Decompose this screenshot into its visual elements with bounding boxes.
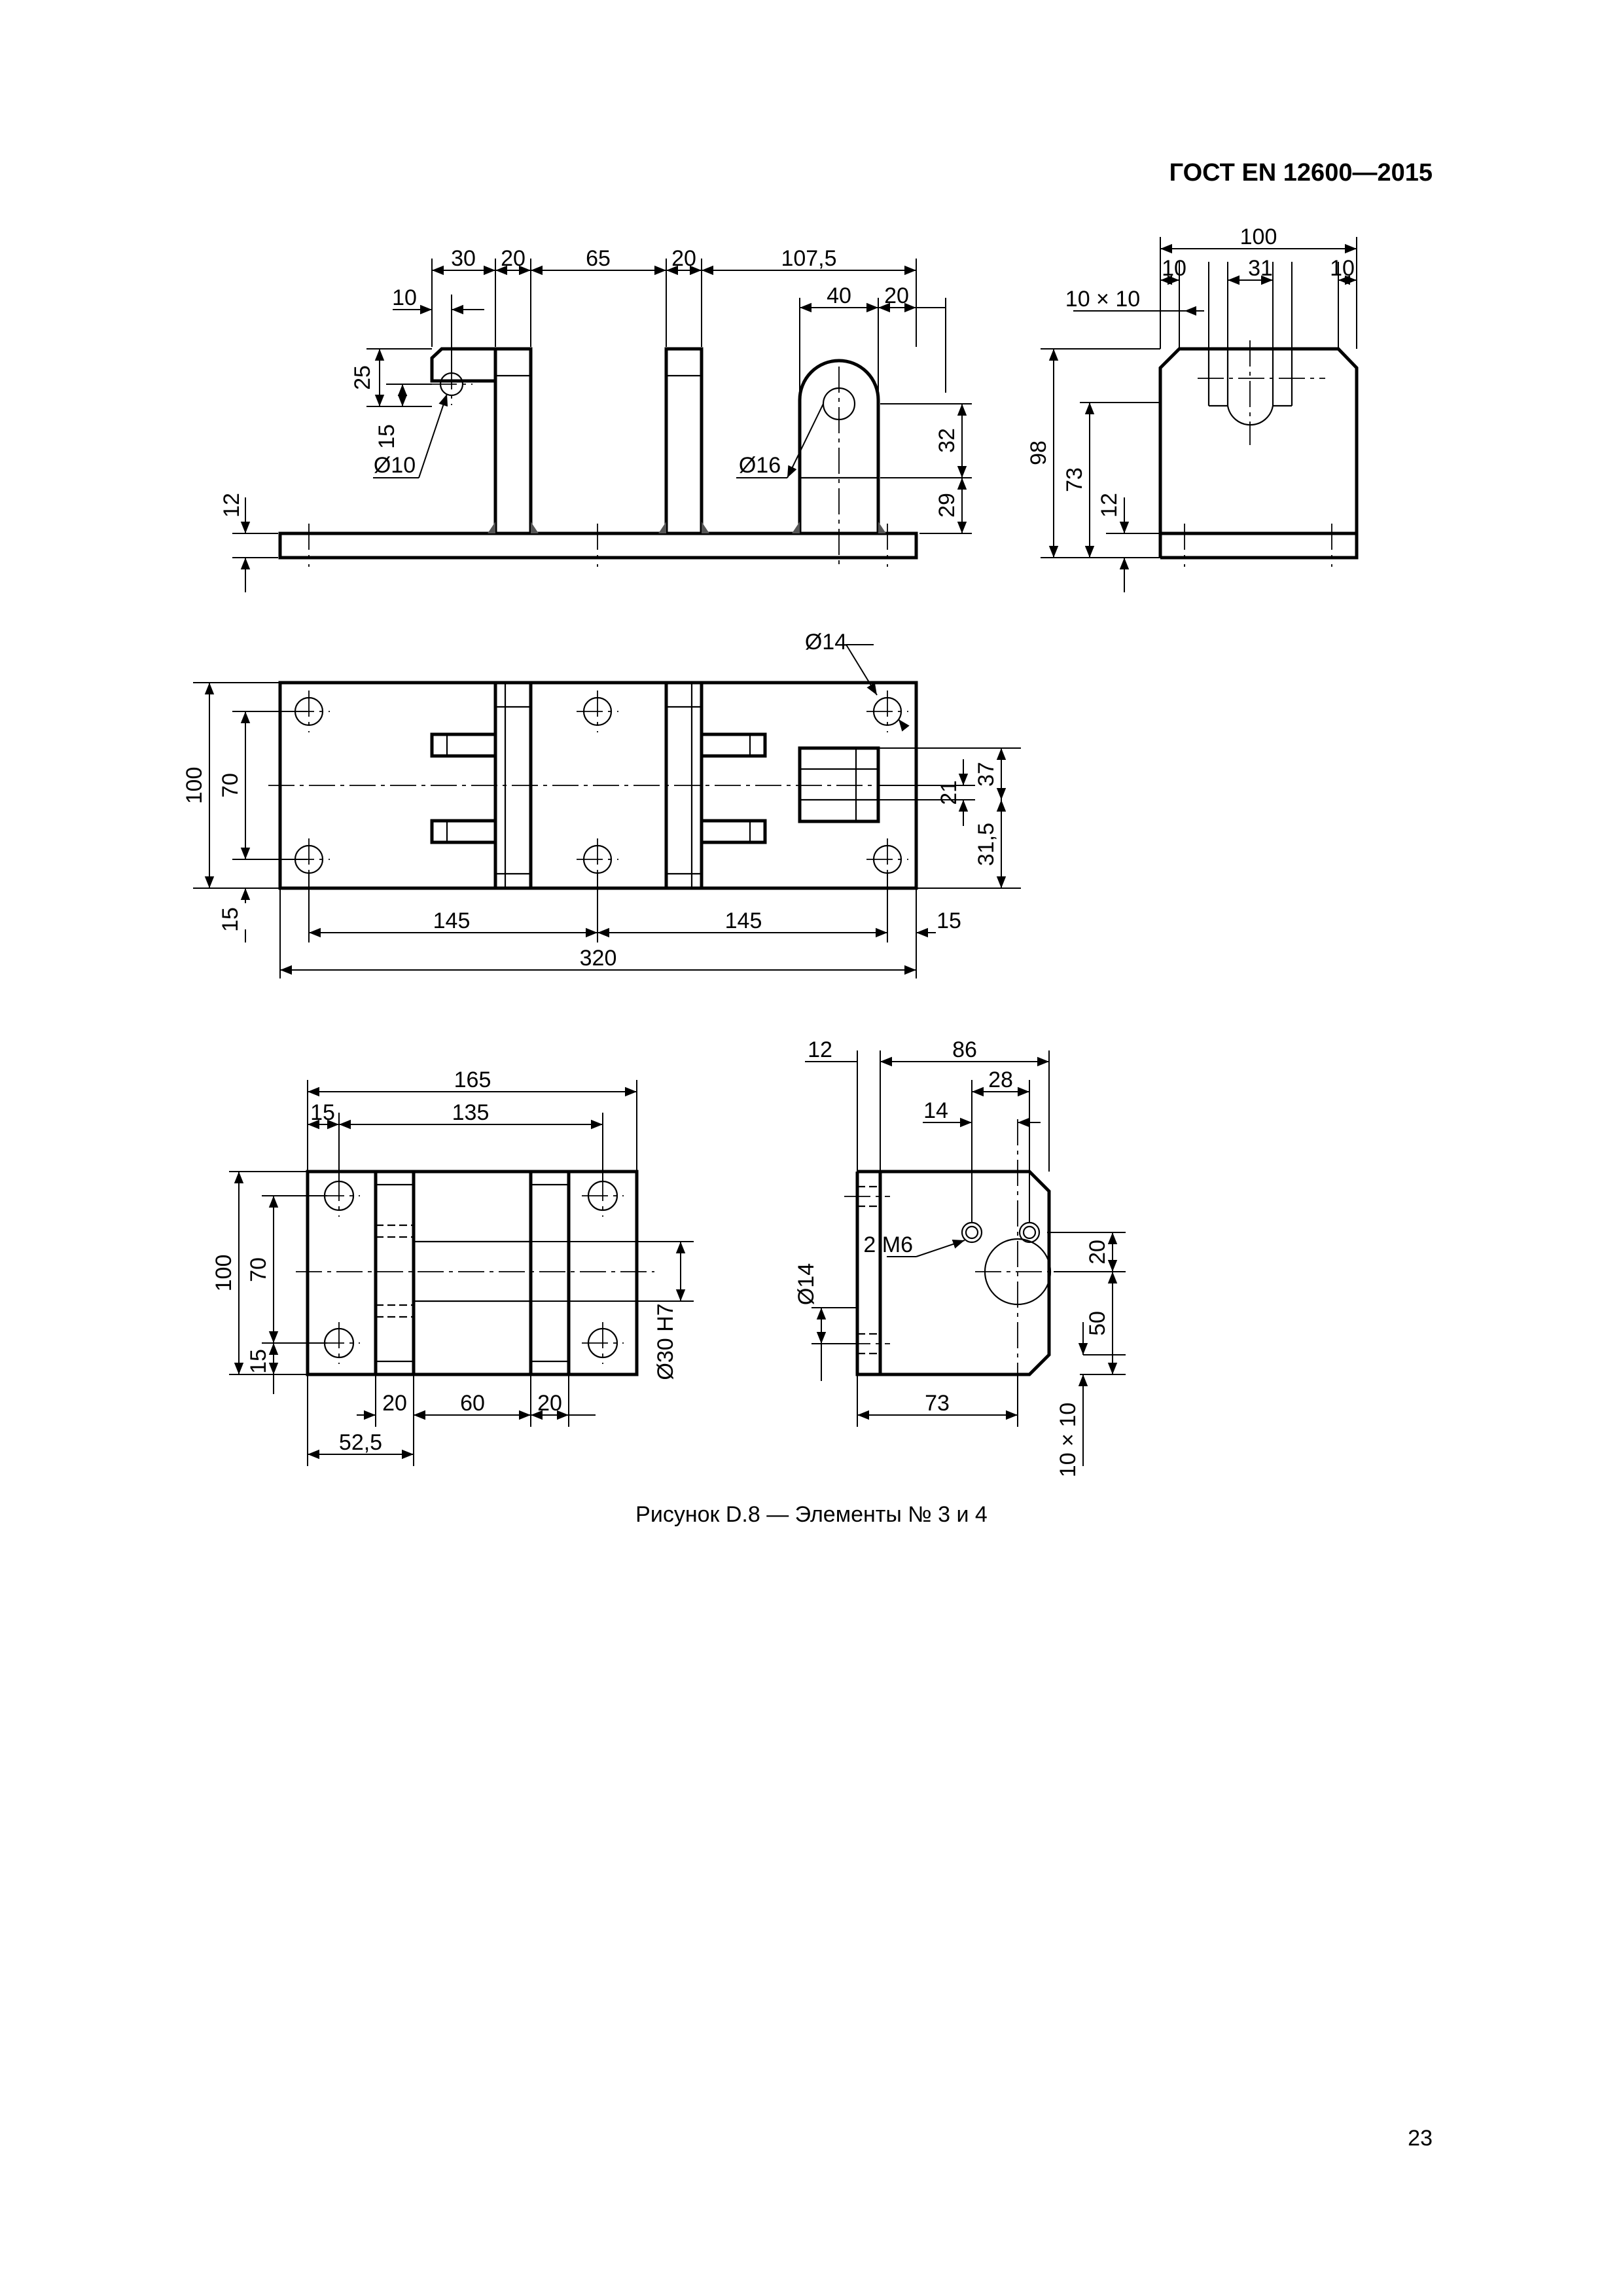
dim-label: 2 M6 xyxy=(863,1232,913,1257)
dim-label: 20 xyxy=(501,246,526,271)
dim-label: 15 xyxy=(374,424,399,449)
side-view-element-3 xyxy=(1160,340,1357,567)
dim-label: 145 xyxy=(433,908,471,933)
dim-label: Ø14 xyxy=(804,630,847,655)
dim-label: 73 xyxy=(925,1391,950,1416)
leader-line xyxy=(787,404,823,478)
figure-caption: Рисунок D.8 — Элементы № 3 и 4 xyxy=(635,1502,988,1527)
dim-label: 31 xyxy=(1248,256,1273,281)
dim-label: 70 xyxy=(218,773,243,798)
dim-label: 100 xyxy=(211,1254,236,1292)
dim-label: Ø14 xyxy=(794,1263,819,1306)
dim-label: 20 xyxy=(1085,1240,1110,1265)
dim-label: 29 xyxy=(935,493,959,518)
page-number: 23 xyxy=(1408,2126,1433,2151)
dim-label: 25 xyxy=(350,365,375,390)
dim-label: 60 xyxy=(460,1391,485,1416)
dim-label: 20 xyxy=(537,1391,562,1416)
dim-label: 50 xyxy=(1085,1311,1110,1336)
dim-label: 65 xyxy=(586,246,611,271)
dim-label: 14 xyxy=(923,1098,948,1123)
dim-label: 70 xyxy=(246,1257,271,1282)
leader-line xyxy=(916,1240,965,1257)
dim-label: 12 xyxy=(1097,493,1122,518)
dim-label: 10 xyxy=(392,285,417,310)
dim-label: 20 xyxy=(884,283,909,308)
view-element-4-right xyxy=(844,1119,1060,1407)
dim-label: 10 × 10 xyxy=(1056,1402,1080,1478)
view-element-4-left xyxy=(296,1172,654,1374)
dim-label: 145 xyxy=(724,908,762,933)
dim-label: Ø10 xyxy=(373,453,416,478)
dim-label: 20 xyxy=(671,246,696,271)
dim-label: 40 xyxy=(827,283,851,308)
dim-label: 31,5 xyxy=(974,822,999,867)
dim-label: 10 × 10 xyxy=(1065,287,1141,312)
dim-line xyxy=(899,719,903,725)
dim-label: 73 xyxy=(1062,467,1087,492)
dim-label: 10 xyxy=(1162,256,1186,281)
dim-label: 21 xyxy=(936,780,961,805)
dim-label: 30 xyxy=(451,246,476,271)
dim-label: 86 xyxy=(952,1037,977,1062)
dim-label: 100 xyxy=(1240,224,1277,249)
dimension-annotations xyxy=(182,224,1357,1477)
dim-label: 37 xyxy=(974,762,999,787)
dim-label: Ø30 H7 xyxy=(653,1303,678,1380)
dim-label: 165 xyxy=(454,1067,491,1092)
dim-label: 100 xyxy=(182,766,207,804)
dim-label: 15 xyxy=(310,1100,335,1125)
dim-label: 10 xyxy=(1330,256,1355,281)
dim-label: 107,5 xyxy=(781,246,837,271)
document-standard-header: ГОСТ EN 12600—2015 xyxy=(1169,159,1433,187)
dim-label: 32 xyxy=(935,428,959,453)
dim-label: Ø16 xyxy=(738,453,781,478)
dim-label: 12 xyxy=(219,493,244,518)
plan-view-element-3 xyxy=(268,683,928,888)
dim-label: 15 xyxy=(218,907,243,932)
dim-label: 98 xyxy=(1026,440,1051,465)
dim-label: 28 xyxy=(988,1067,1013,1092)
dim-label: 135 xyxy=(452,1100,490,1125)
dim-label: 52,5 xyxy=(338,1430,383,1455)
dim-label: 15 xyxy=(246,1349,271,1374)
leader-line xyxy=(846,645,877,695)
dim-label: 20 xyxy=(382,1391,407,1416)
dim-label: 12 xyxy=(808,1037,832,1062)
dim-label: 15 xyxy=(936,908,961,933)
dim-label: 320 xyxy=(579,946,617,971)
